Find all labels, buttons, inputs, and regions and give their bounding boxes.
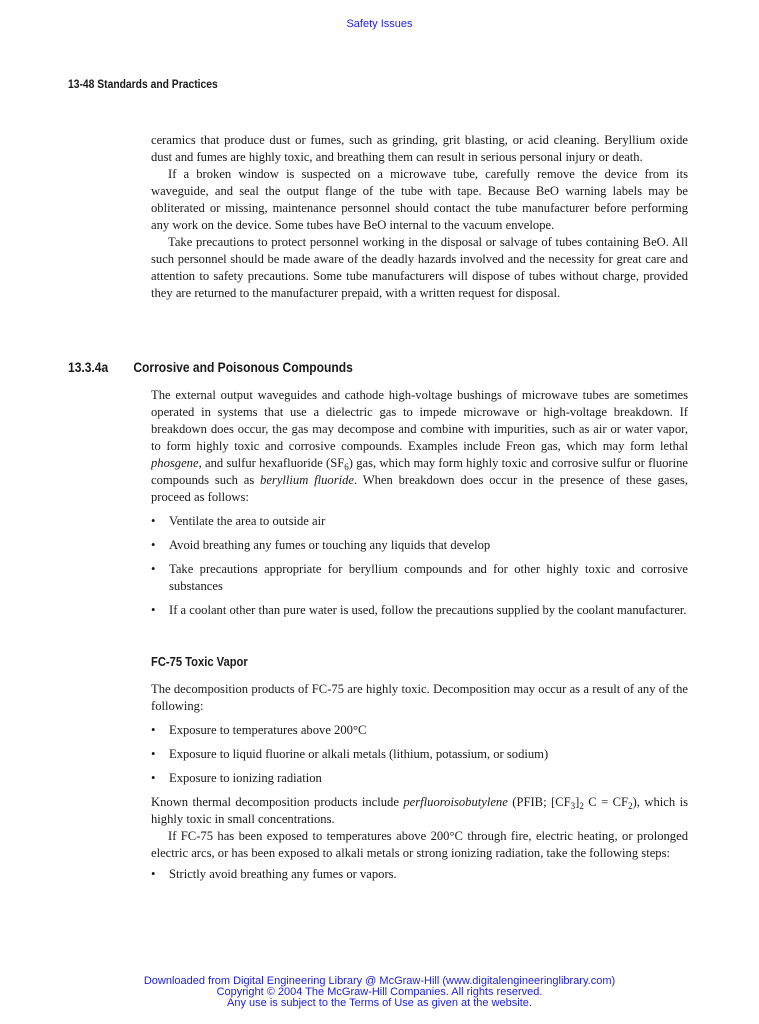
section-2-body xyxy=(151,681,688,883)
pfib-term: perfluoroisobutylene xyxy=(403,795,508,809)
intro-paragraph-2: If a broken window is suspected on a microwave tube, carefully remove the device from its waveguide, and seal the output flange of the tube with tape. Because BeO warning labels may be obliterated or missing, maintenance personnel should contact the tube manufacturer before performing any work on the device. Some tubes have BeO internal to the vacuum envelope. xyxy=(151,167,688,232)
section-1-bullet-list xyxy=(151,513,688,619)
list-item: • If a coolant other than pure water is used, follow the precautions supplied by the coolant manufacturer. xyxy=(151,602,688,619)
running-head: 13-48 Standards and Practices xyxy=(68,77,218,91)
section-number: 13.3.4a xyxy=(68,359,109,375)
section-2-bullet-list xyxy=(151,722,688,787)
top-link-safety-issues[interactable]: Safety Issues xyxy=(346,18,413,30)
list-item: • Exposure to temperatures above 200°C xyxy=(151,722,688,739)
phosgene-term: phosgene, xyxy=(151,456,202,470)
beryllium-fluoride-term: beryllium fluoride xyxy=(260,473,354,487)
section-1-body xyxy=(151,387,688,619)
footer-download-link[interactable]: Downloaded from Digital Engineering Library @ McGraw-Hill (www.digitalengineeringlibrary.com) xyxy=(143,975,616,987)
intro-paragraph-1: ceramics that produce dust or fumes, such as grinding, grit blasting, or acid cleaning. Beryllium oxide dust and fumes are highly toxic, and breathing them can result in serious personal injury or death. xyxy=(151,133,688,164)
footer-terms-link[interactable]: Any use is subject to the Terms of Use as given at the website. xyxy=(227,997,532,1009)
section-2-paragraph-1: The decomposition products of FC-75 are highly toxic. Decomposition may occur as a result of any of the following: xyxy=(151,682,688,713)
section-2-bullet-list-2 xyxy=(151,866,688,883)
footer xyxy=(0,976,759,1009)
list-item: • Exposure to liquid fluorine or alkali metals (lithium, potassium, or sodium) xyxy=(151,746,688,763)
section-heading xyxy=(68,359,353,375)
list-item: • Avoid breathing any fumes or touching any liquids that develop xyxy=(151,537,688,554)
list-item: • Strictly avoid breathing any fumes or vapors. xyxy=(151,866,688,883)
list-item: • Take precautions appropriate for beryllium compounds and for other highly toxic and corrosive substances xyxy=(151,561,688,595)
list-item: • Exposure to ionizing radiation xyxy=(151,770,688,787)
footer-copyright-link[interactable]: Copyright © 2004 The McGraw-Hill Companies. All rights reserved. xyxy=(216,986,543,998)
section-2-paragraph-3: If FC-75 has been exposed to temperatures above 200°C through fire, electric heating, or prolonged electric arcs, or has been exposed to alkali metals or strong ionizing radiation, take the following steps: xyxy=(151,829,688,860)
subsection-heading: FC-75 Toxic Vapor xyxy=(151,654,248,669)
intro-paragraph-3: Take precautions to protect personnel working in the disposal or salvage of tubes containing BeO. All such personnel should be made aware of the deadly hazards involved and the necessity for great care and attention to safety precautions. Some tube manufacturers will dispose of tubes without charge, provided they are returned to the manufacturer prepaid, with a written request for disposal. xyxy=(151,235,688,300)
section-1-paragraph: The external output waveguides and cathode high-voltage bushings of microwave tubes are sometimes operated in systems that use a dielectric gas to impede microwave or high-voltage breakdown. If breakdown does occur, the gas may decompose and combine with impurities, such as air or water vapor, to form highly toxic and corrosive compounds. Examples include Freon gas, which may form lethal phosgene, and sulfur hexafluoride $(SF_6)$ gas, which may form highly toxic and corrosive sulfur or fluorine compounds such as beryllium fluoride. When breakdown does occur in the presence of these gases, proceed as follows: xyxy=(151,388,688,504)
section-title: Corrosive and Poisonous Compounds xyxy=(133,359,353,375)
intro-text xyxy=(151,132,688,302)
list-item: • Ventilate the area to outside air xyxy=(151,513,688,530)
section-2-paragraph-2: Known thermal decomposition products include perfluoroisobutylene (PFIB; $[CF_3]_2$ $C = CF_2$), which is highly toxic in small concentrations. xyxy=(151,795,688,826)
